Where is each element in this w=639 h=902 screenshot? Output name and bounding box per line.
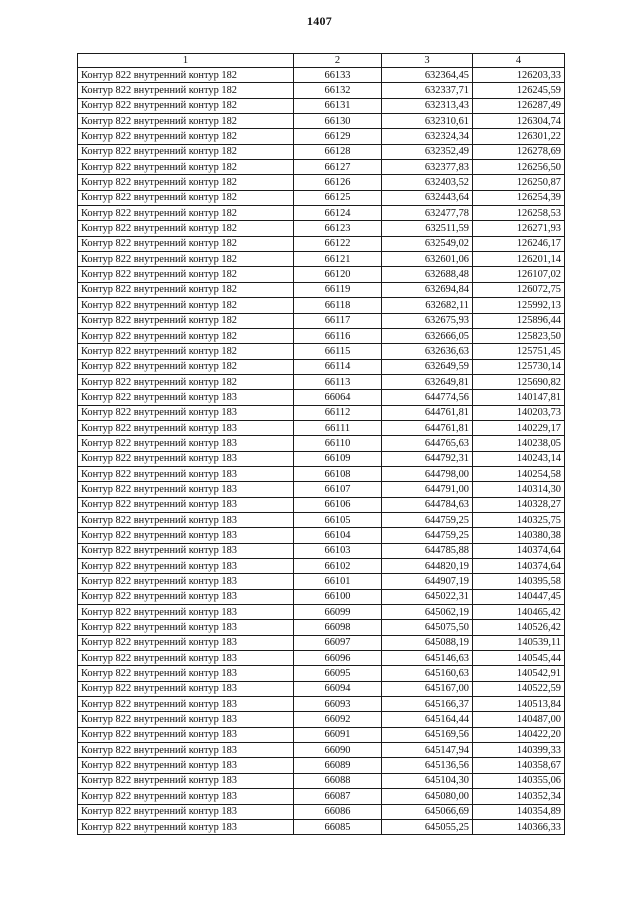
- point-number-cell: 66115: [294, 344, 382, 359]
- x-coordinate-cell: 632310,61: [382, 114, 473, 129]
- table-row: [78, 605, 565, 620]
- column-header-3: 3: [382, 54, 473, 68]
- y-coordinate-cell: 126271,93: [473, 221, 565, 236]
- contour-name-cell: Контур 822 внутренний контур 183: [78, 543, 294, 558]
- y-coordinate-cell: 140254,58: [473, 466, 565, 481]
- y-coordinate-cell: 140395,58: [473, 574, 565, 589]
- y-coordinate-cell: 140203,73: [473, 405, 565, 420]
- y-coordinate-cell: 140374,64: [473, 559, 565, 574]
- point-number-cell: 66093: [294, 697, 382, 712]
- x-coordinate-cell: 632477,78: [382, 206, 473, 221]
- contour-name-cell: Контур 822 внутренний контур 182: [78, 282, 294, 297]
- point-number-cell: 66120: [294, 267, 382, 282]
- contour-name-cell: Контур 822 внутренний контур 183: [78, 773, 294, 788]
- y-coordinate-cell: 140522,59: [473, 681, 565, 696]
- point-number-cell: 66096: [294, 651, 382, 666]
- y-coordinate-cell: 140447,45: [473, 589, 565, 604]
- table-row: [78, 313, 565, 328]
- point-number-cell: 66092: [294, 712, 382, 727]
- contour-name-cell: Контур 822 внутренний контур 183: [78, 635, 294, 650]
- page-number: 1407: [306, 14, 333, 28]
- x-coordinate-cell: 632511,59: [382, 221, 473, 236]
- point-number-cell: 66095: [294, 666, 382, 681]
- table-row: [78, 589, 565, 604]
- contour-name-cell: Контур 822 внутренний контур 182: [78, 129, 294, 144]
- point-number-cell: 66088: [294, 773, 382, 788]
- y-coordinate-cell: 140358,67: [473, 758, 565, 773]
- point-number-cell: 66087: [294, 789, 382, 804]
- contour-name-cell: Контур 822 внутренний контур 182: [78, 328, 294, 343]
- x-coordinate-cell: 645169,56: [382, 727, 473, 742]
- table-row: [78, 497, 565, 512]
- x-coordinate-cell: 632601,06: [382, 252, 473, 267]
- x-coordinate-cell: 632377,83: [382, 160, 473, 175]
- point-number-cell: 66114: [294, 359, 382, 374]
- table-row: [78, 298, 565, 313]
- contour-name-cell: Контур 822 внутренний контур 182: [78, 206, 294, 221]
- table-row: [78, 282, 565, 297]
- table-row: [78, 758, 565, 773]
- y-coordinate-cell: 126304,74: [473, 114, 565, 129]
- contour-name-cell: Контур 822 внутренний контур 183: [78, 466, 294, 481]
- point-number-cell: 66089: [294, 758, 382, 773]
- contour-name-cell: Контур 822 внутренний контур 183: [78, 651, 294, 666]
- table-row: [78, 482, 565, 497]
- y-coordinate-cell: 140238,05: [473, 436, 565, 451]
- x-coordinate-cell: 645146,63: [382, 651, 473, 666]
- table-row: [78, 727, 565, 742]
- contour-name-cell: Контур 822 внутренний контур 183: [78, 405, 294, 420]
- table-row: [78, 436, 565, 451]
- contour-name-cell: Контур 822 внутренний контур 182: [78, 298, 294, 313]
- column-header-1: 1: [78, 54, 294, 68]
- table-row: [78, 374, 565, 389]
- table-row: [78, 681, 565, 696]
- y-coordinate-cell: 126072,75: [473, 282, 565, 297]
- x-coordinate-cell: 645160,63: [382, 666, 473, 681]
- table-row: [78, 804, 565, 819]
- point-number-cell: 66100: [294, 589, 382, 604]
- x-coordinate-cell: 645104,30: [382, 773, 473, 788]
- table-row: [78, 83, 565, 98]
- point-number-cell: 66122: [294, 236, 382, 251]
- y-coordinate-cell: 125896,44: [473, 313, 565, 328]
- y-coordinate-cell: 125992,13: [473, 298, 565, 313]
- contour-name-cell: Контур 822 внутренний контур 183: [78, 420, 294, 435]
- x-coordinate-cell: 645167,00: [382, 681, 473, 696]
- contour-name-cell: Контур 822 внутренний контур 182: [78, 114, 294, 129]
- column-header-2: 2: [294, 54, 382, 68]
- header-row: [78, 54, 565, 68]
- contour-name-cell: Контур 822 внутренний контур 183: [78, 712, 294, 727]
- x-coordinate-cell: 644761,81: [382, 405, 473, 420]
- contour-name-cell: Контур 822 внутренний контур 183: [78, 666, 294, 681]
- table-row: [78, 466, 565, 481]
- x-coordinate-cell: 644784,63: [382, 497, 473, 512]
- contour-name-cell: Контур 822 внутренний контур 182: [78, 221, 294, 236]
- table-row: [78, 789, 565, 804]
- contour-name-cell: Контур 822 внутренний контур 183: [78, 758, 294, 773]
- point-number-cell: 66126: [294, 175, 382, 190]
- table-row: [78, 390, 565, 405]
- table-row: [78, 221, 565, 236]
- contour-name-cell: Контур 822 внутренний контур 183: [78, 589, 294, 604]
- point-number-cell: 66064: [294, 390, 382, 405]
- x-coordinate-cell: 645066,69: [382, 804, 473, 819]
- contour-name-cell: Контур 822 внутренний контур 183: [78, 727, 294, 742]
- contour-name-cell: Контур 822 внутренний контур 183: [78, 451, 294, 466]
- x-coordinate-cell: 644907,19: [382, 574, 473, 589]
- x-coordinate-cell: 644798,00: [382, 466, 473, 481]
- point-number-cell: 66102: [294, 559, 382, 574]
- x-coordinate-cell: 645147,94: [382, 743, 473, 758]
- table-row: [78, 620, 565, 635]
- x-coordinate-cell: 632364,45: [382, 68, 473, 83]
- contour-name-cell: Контур 822 внутренний контур 183: [78, 743, 294, 758]
- x-coordinate-cell: 632313,43: [382, 98, 473, 113]
- table-row: [78, 206, 565, 221]
- table-row: [78, 528, 565, 543]
- x-coordinate-cell: 644765,63: [382, 436, 473, 451]
- y-coordinate-cell: 126245,59: [473, 83, 565, 98]
- y-coordinate-cell: 140422,20: [473, 727, 565, 742]
- point-number-cell: 66118: [294, 298, 382, 313]
- contour-name-cell: Контур 822 внутренний контур 183: [78, 559, 294, 574]
- contour-name-cell: Контур 822 внутренний контур 183: [78, 528, 294, 543]
- y-coordinate-cell: 126278,69: [473, 144, 565, 159]
- y-coordinate-cell: 140325,75: [473, 512, 565, 527]
- table-header: [78, 54, 565, 68]
- y-coordinate-cell: 126246,17: [473, 236, 565, 251]
- table-row: [78, 144, 565, 159]
- y-coordinate-cell: 126107,02: [473, 267, 565, 282]
- x-coordinate-cell: 632549,02: [382, 236, 473, 251]
- point-number-cell: 66110: [294, 436, 382, 451]
- contour-name-cell: Контур 822 внутренний контур 182: [78, 267, 294, 282]
- x-coordinate-cell: 632666,05: [382, 328, 473, 343]
- y-coordinate-cell: 140328,27: [473, 497, 565, 512]
- point-number-cell: 66125: [294, 190, 382, 205]
- contour-name-cell: Контур 822 внутренний контур 183: [78, 574, 294, 589]
- x-coordinate-cell: 632403,52: [382, 175, 473, 190]
- point-number-cell: 66129: [294, 129, 382, 144]
- x-coordinate-cell: 632324,34: [382, 129, 473, 144]
- x-coordinate-cell: 632688,48: [382, 267, 473, 282]
- y-coordinate-cell: 126254,39: [473, 190, 565, 205]
- table-row: [78, 743, 565, 758]
- x-coordinate-cell: 644785,88: [382, 543, 473, 558]
- y-coordinate-cell: 140366,33: [473, 819, 565, 834]
- y-coordinate-cell: 140539,11: [473, 635, 565, 650]
- table-row: [78, 512, 565, 527]
- point-number-cell: 66086: [294, 804, 382, 819]
- x-coordinate-cell: 644791,00: [382, 482, 473, 497]
- table-row: [78, 712, 565, 727]
- y-coordinate-cell: 140354,89: [473, 804, 565, 819]
- y-coordinate-cell: 126256,50: [473, 160, 565, 175]
- point-number-cell: 66112: [294, 405, 382, 420]
- contour-name-cell: Контур 822 внутренний контур 183: [78, 789, 294, 804]
- table-row: [78, 697, 565, 712]
- x-coordinate-cell: 644820,19: [382, 559, 473, 574]
- contour-name-cell: Контур 822 внутренний контур 183: [78, 390, 294, 405]
- contour-name-cell: Контур 822 внутренний контур 183: [78, 497, 294, 512]
- point-number-cell: 66131: [294, 98, 382, 113]
- contour-name-cell: Контур 822 внутренний контур 183: [78, 804, 294, 819]
- x-coordinate-cell: 645022,31: [382, 589, 473, 604]
- table-row: [78, 129, 565, 144]
- x-coordinate-cell: 632352,49: [382, 144, 473, 159]
- table-row: [78, 267, 565, 282]
- contour-name-cell: Контур 822 внутренний контур 182: [78, 252, 294, 267]
- contour-name-cell: Контур 822 внутренний контур 183: [78, 819, 294, 834]
- y-coordinate-cell: 140399,33: [473, 743, 565, 758]
- point-number-cell: 66127: [294, 160, 382, 175]
- point-number-cell: 66123: [294, 221, 382, 236]
- point-number-cell: 66107: [294, 482, 382, 497]
- point-number-cell: 66108: [294, 466, 382, 481]
- table-row: [78, 114, 565, 129]
- contour-name-cell: Контур 822 внутренний контур 183: [78, 512, 294, 527]
- x-coordinate-cell: 644761,81: [382, 420, 473, 435]
- contour-name-cell: Контур 822 внутренний контур 182: [78, 144, 294, 159]
- point-number-cell: 66106: [294, 497, 382, 512]
- point-number-cell: 66098: [294, 620, 382, 635]
- contour-name-cell: Контур 822 внутренний контур 182: [78, 344, 294, 359]
- x-coordinate-cell: 645164,44: [382, 712, 473, 727]
- y-coordinate-cell: 140352,34: [473, 789, 565, 804]
- contour-name-cell: Контур 822 внутренний контур 182: [78, 98, 294, 113]
- x-coordinate-cell: 632649,59: [382, 359, 473, 374]
- x-coordinate-cell: 644759,25: [382, 512, 473, 527]
- point-number-cell: 66109: [294, 451, 382, 466]
- table-row: [78, 252, 565, 267]
- x-coordinate-cell: 632694,84: [382, 282, 473, 297]
- table-row: [78, 160, 565, 175]
- point-number-cell: 66116: [294, 328, 382, 343]
- contour-name-cell: Контур 822 внутренний контур 183: [78, 436, 294, 451]
- y-coordinate-cell: 140380,38: [473, 528, 565, 543]
- y-coordinate-cell: 126301,22: [473, 129, 565, 144]
- point-number-cell: 66099: [294, 605, 382, 620]
- y-coordinate-cell: 140355,06: [473, 773, 565, 788]
- table-row: [78, 328, 565, 343]
- point-number-cell: 66097: [294, 635, 382, 650]
- point-number-cell: 66101: [294, 574, 382, 589]
- x-coordinate-cell: 632636,63: [382, 344, 473, 359]
- x-coordinate-cell: 632649,81: [382, 374, 473, 389]
- contour-name-cell: Контур 822 внутренний контур 183: [78, 620, 294, 635]
- x-coordinate-cell: 632443,64: [382, 190, 473, 205]
- point-number-cell: 66124: [294, 206, 382, 221]
- coordinates-table: [77, 53, 565, 835]
- x-coordinate-cell: 645136,56: [382, 758, 473, 773]
- point-number-cell: 66104: [294, 528, 382, 543]
- x-coordinate-cell: 644774,56: [382, 390, 473, 405]
- y-coordinate-cell: 140374,64: [473, 543, 565, 558]
- x-coordinate-cell: 644759,25: [382, 528, 473, 543]
- point-number-cell: 66119: [294, 282, 382, 297]
- table-row: [78, 635, 565, 650]
- table-row: [78, 359, 565, 374]
- contour-name-cell: Контур 822 внутренний контур 182: [78, 83, 294, 98]
- contour-name-cell: Контур 822 внутренний контур 183: [78, 605, 294, 620]
- point-number-cell: 66111: [294, 420, 382, 435]
- y-coordinate-cell: 140545,44: [473, 651, 565, 666]
- y-coordinate-cell: 140243,14: [473, 451, 565, 466]
- y-coordinate-cell: 126258,53: [473, 206, 565, 221]
- contour-name-cell: Контур 822 внутренний контур 182: [78, 313, 294, 328]
- point-number-cell: 66121: [294, 252, 382, 267]
- table-row: [78, 420, 565, 435]
- y-coordinate-cell: 140487,00: [473, 712, 565, 727]
- point-number-cell: 66133: [294, 68, 382, 83]
- x-coordinate-cell: 632675,93: [382, 313, 473, 328]
- table-row: [78, 651, 565, 666]
- point-number-cell: 66085: [294, 819, 382, 834]
- y-coordinate-cell: 125751,45: [473, 344, 565, 359]
- point-number-cell: 66091: [294, 727, 382, 742]
- point-number-cell: 66105: [294, 512, 382, 527]
- contour-name-cell: Контур 822 внутренний контур 183: [78, 482, 294, 497]
- contour-name-cell: Контур 822 внутренний контур 182: [78, 175, 294, 190]
- x-coordinate-cell: 632682,11: [382, 298, 473, 313]
- contour-name-cell: Контур 822 внутренний контур 182: [78, 160, 294, 175]
- table-row: [78, 451, 565, 466]
- table-row: [78, 666, 565, 681]
- table-row: [78, 405, 565, 420]
- x-coordinate-cell: 645062,19: [382, 605, 473, 620]
- y-coordinate-cell: 140147,81: [473, 390, 565, 405]
- point-number-cell: 66090: [294, 743, 382, 758]
- x-coordinate-cell: 644792,31: [382, 451, 473, 466]
- y-coordinate-cell: 140526,42: [473, 620, 565, 635]
- x-coordinate-cell: 632337,71: [382, 83, 473, 98]
- point-number-cell: 66128: [294, 144, 382, 159]
- x-coordinate-cell: 645088,19: [382, 635, 473, 650]
- x-coordinate-cell: 645075,50: [382, 620, 473, 635]
- table-row: [78, 98, 565, 113]
- contour-name-cell: Контур 822 внутренний контур 183: [78, 681, 294, 696]
- contour-name-cell: Контур 822 внутренний контур 183: [78, 697, 294, 712]
- table-row: [78, 175, 565, 190]
- y-coordinate-cell: 125823,50: [473, 328, 565, 343]
- contour-name-cell: Контур 822 внутренний контур 182: [78, 359, 294, 374]
- point-number-cell: 66130: [294, 114, 382, 129]
- point-number-cell: 66132: [294, 83, 382, 98]
- point-number-cell: 66113: [294, 374, 382, 389]
- table-row: [78, 190, 565, 205]
- table-row: [78, 559, 565, 574]
- y-coordinate-cell: 140513,84: [473, 697, 565, 712]
- contour-name-cell: Контур 822 внутренний контур 182: [78, 68, 294, 83]
- contour-name-cell: Контур 822 внутренний контур 182: [78, 374, 294, 389]
- table-row: [78, 819, 565, 834]
- column-header-4: 4: [473, 54, 565, 68]
- table-row: [78, 773, 565, 788]
- point-number-cell: 66094: [294, 681, 382, 696]
- contour-name-cell: Контур 822 внутренний контур 182: [78, 236, 294, 251]
- contour-name-cell: Контур 822 внутренний контур 182: [78, 190, 294, 205]
- table-row: [78, 344, 565, 359]
- point-number-cell: 66117: [294, 313, 382, 328]
- table-row: [78, 543, 565, 558]
- y-coordinate-cell: 126287,49: [473, 98, 565, 113]
- point-number-cell: 66103: [294, 543, 382, 558]
- y-coordinate-cell: 140229,17: [473, 420, 565, 435]
- x-coordinate-cell: 645080,00: [382, 789, 473, 804]
- y-coordinate-cell: 126250,87: [473, 175, 565, 190]
- table-row: [78, 574, 565, 589]
- y-coordinate-cell: 140465,42: [473, 605, 565, 620]
- table-row: [78, 68, 565, 83]
- table-row: [78, 236, 565, 251]
- y-coordinate-cell: 125730,14: [473, 359, 565, 374]
- x-coordinate-cell: 645166,37: [382, 697, 473, 712]
- y-coordinate-cell: 140314,30: [473, 482, 565, 497]
- y-coordinate-cell: 126203,33: [473, 68, 565, 83]
- x-coordinate-cell: 645055,25: [382, 819, 473, 834]
- y-coordinate-cell: 140542,91: [473, 666, 565, 681]
- y-coordinate-cell: 126201,14: [473, 252, 565, 267]
- table-body: [78, 68, 565, 835]
- y-coordinate-cell: 125690,82: [473, 374, 565, 389]
